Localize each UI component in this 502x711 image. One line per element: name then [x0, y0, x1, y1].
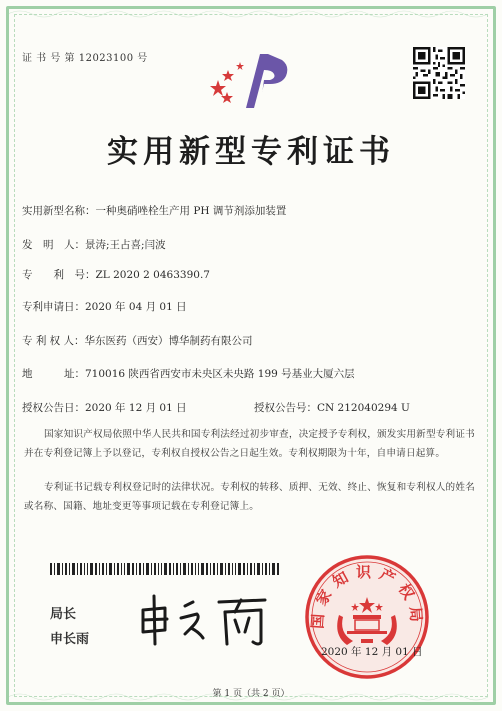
utility-model-name-value: 一种奥硝唑栓生产用 PH 调节剂添加装置 — [95, 205, 287, 217]
legal-paragraph-2: 专利证书记载专利权登记时的法律状况。专利权的转移、质押、无效、终止、恢复和专利权人的姓名或名称、国籍、地址变更等事项记载在专利登记簿上。 — [24, 482, 475, 512]
grant-number-row — [254, 400, 410, 415]
seal-text: 国家知识产权局 — [308, 563, 426, 630]
page-number: 第 1 页（共 2 页） — [212, 689, 290, 699]
certificate-number: 证 书 号 第 12023100 号 — [22, 53, 148, 64]
inventor-row — [22, 237, 166, 252]
patentee-value: 华东医药（西安）博华制药有限公司 — [84, 335, 253, 347]
grant-number-value: CN 212040294 U — [317, 402, 410, 414]
application-date-value: 2020 年 04 月 01 日 — [85, 301, 187, 313]
inventor-label: 发 明 人： — [22, 239, 85, 251]
cnipa-logo-icon — [210, 50, 292, 110]
patent-number-row — [22, 267, 210, 282]
address-value: 710016 陕西省西安市未央区未央路 199 号基业大厦六层 — [85, 368, 355, 380]
patent-number-label: 专 利 号： — [22, 269, 96, 281]
patentee-row — [22, 333, 253, 348]
application-date-label: 专利申请日： — [22, 301, 85, 313]
qr-code-icon — [413, 47, 465, 99]
barcode-icon — [50, 563, 280, 575]
director-name: 申长雨 — [50, 632, 90, 647]
director-title: 局长 — [50, 607, 77, 622]
legal-paragraph-1: 国家知识产权局依照中华人民共和国专利法经过初步审查，决定授予专利权，颁发实用新型专利证书并在专利登记簿上予以登记，专利权自授权公告之日起生效。专利权期限为十年，自申请日起算。 — [24, 429, 475, 459]
seal-date: 2020 年 12 月 01 日 — [321, 646, 423, 658]
address-label: 地 址： — [22, 368, 85, 380]
address-row — [22, 366, 355, 381]
patentee-label: 专 利 权 人： — [22, 335, 85, 347]
grant-date-value: 2020 年 12 月 01 日 — [85, 402, 187, 414]
director-signature-icon — [135, 588, 275, 648]
grant-date-label: 授权公告日： — [22, 402, 85, 414]
grant-number-label: 授权公告号： — [254, 402, 317, 414]
patent-number-value: ZL 2020 2 0463390.7 — [95, 269, 210, 281]
official-seal-icon — [303, 553, 431, 681]
utility-model-name-row — [22, 203, 286, 218]
grant-date-row — [22, 400, 187, 415]
application-date-row — [22, 299, 187, 314]
utility-model-name-label: 实用新型名称： — [22, 205, 96, 217]
certificate-title: 实用新型专利证书 — [107, 134, 395, 170]
inventor-value: 景涛;王占喜;闫波 — [85, 239, 166, 251]
